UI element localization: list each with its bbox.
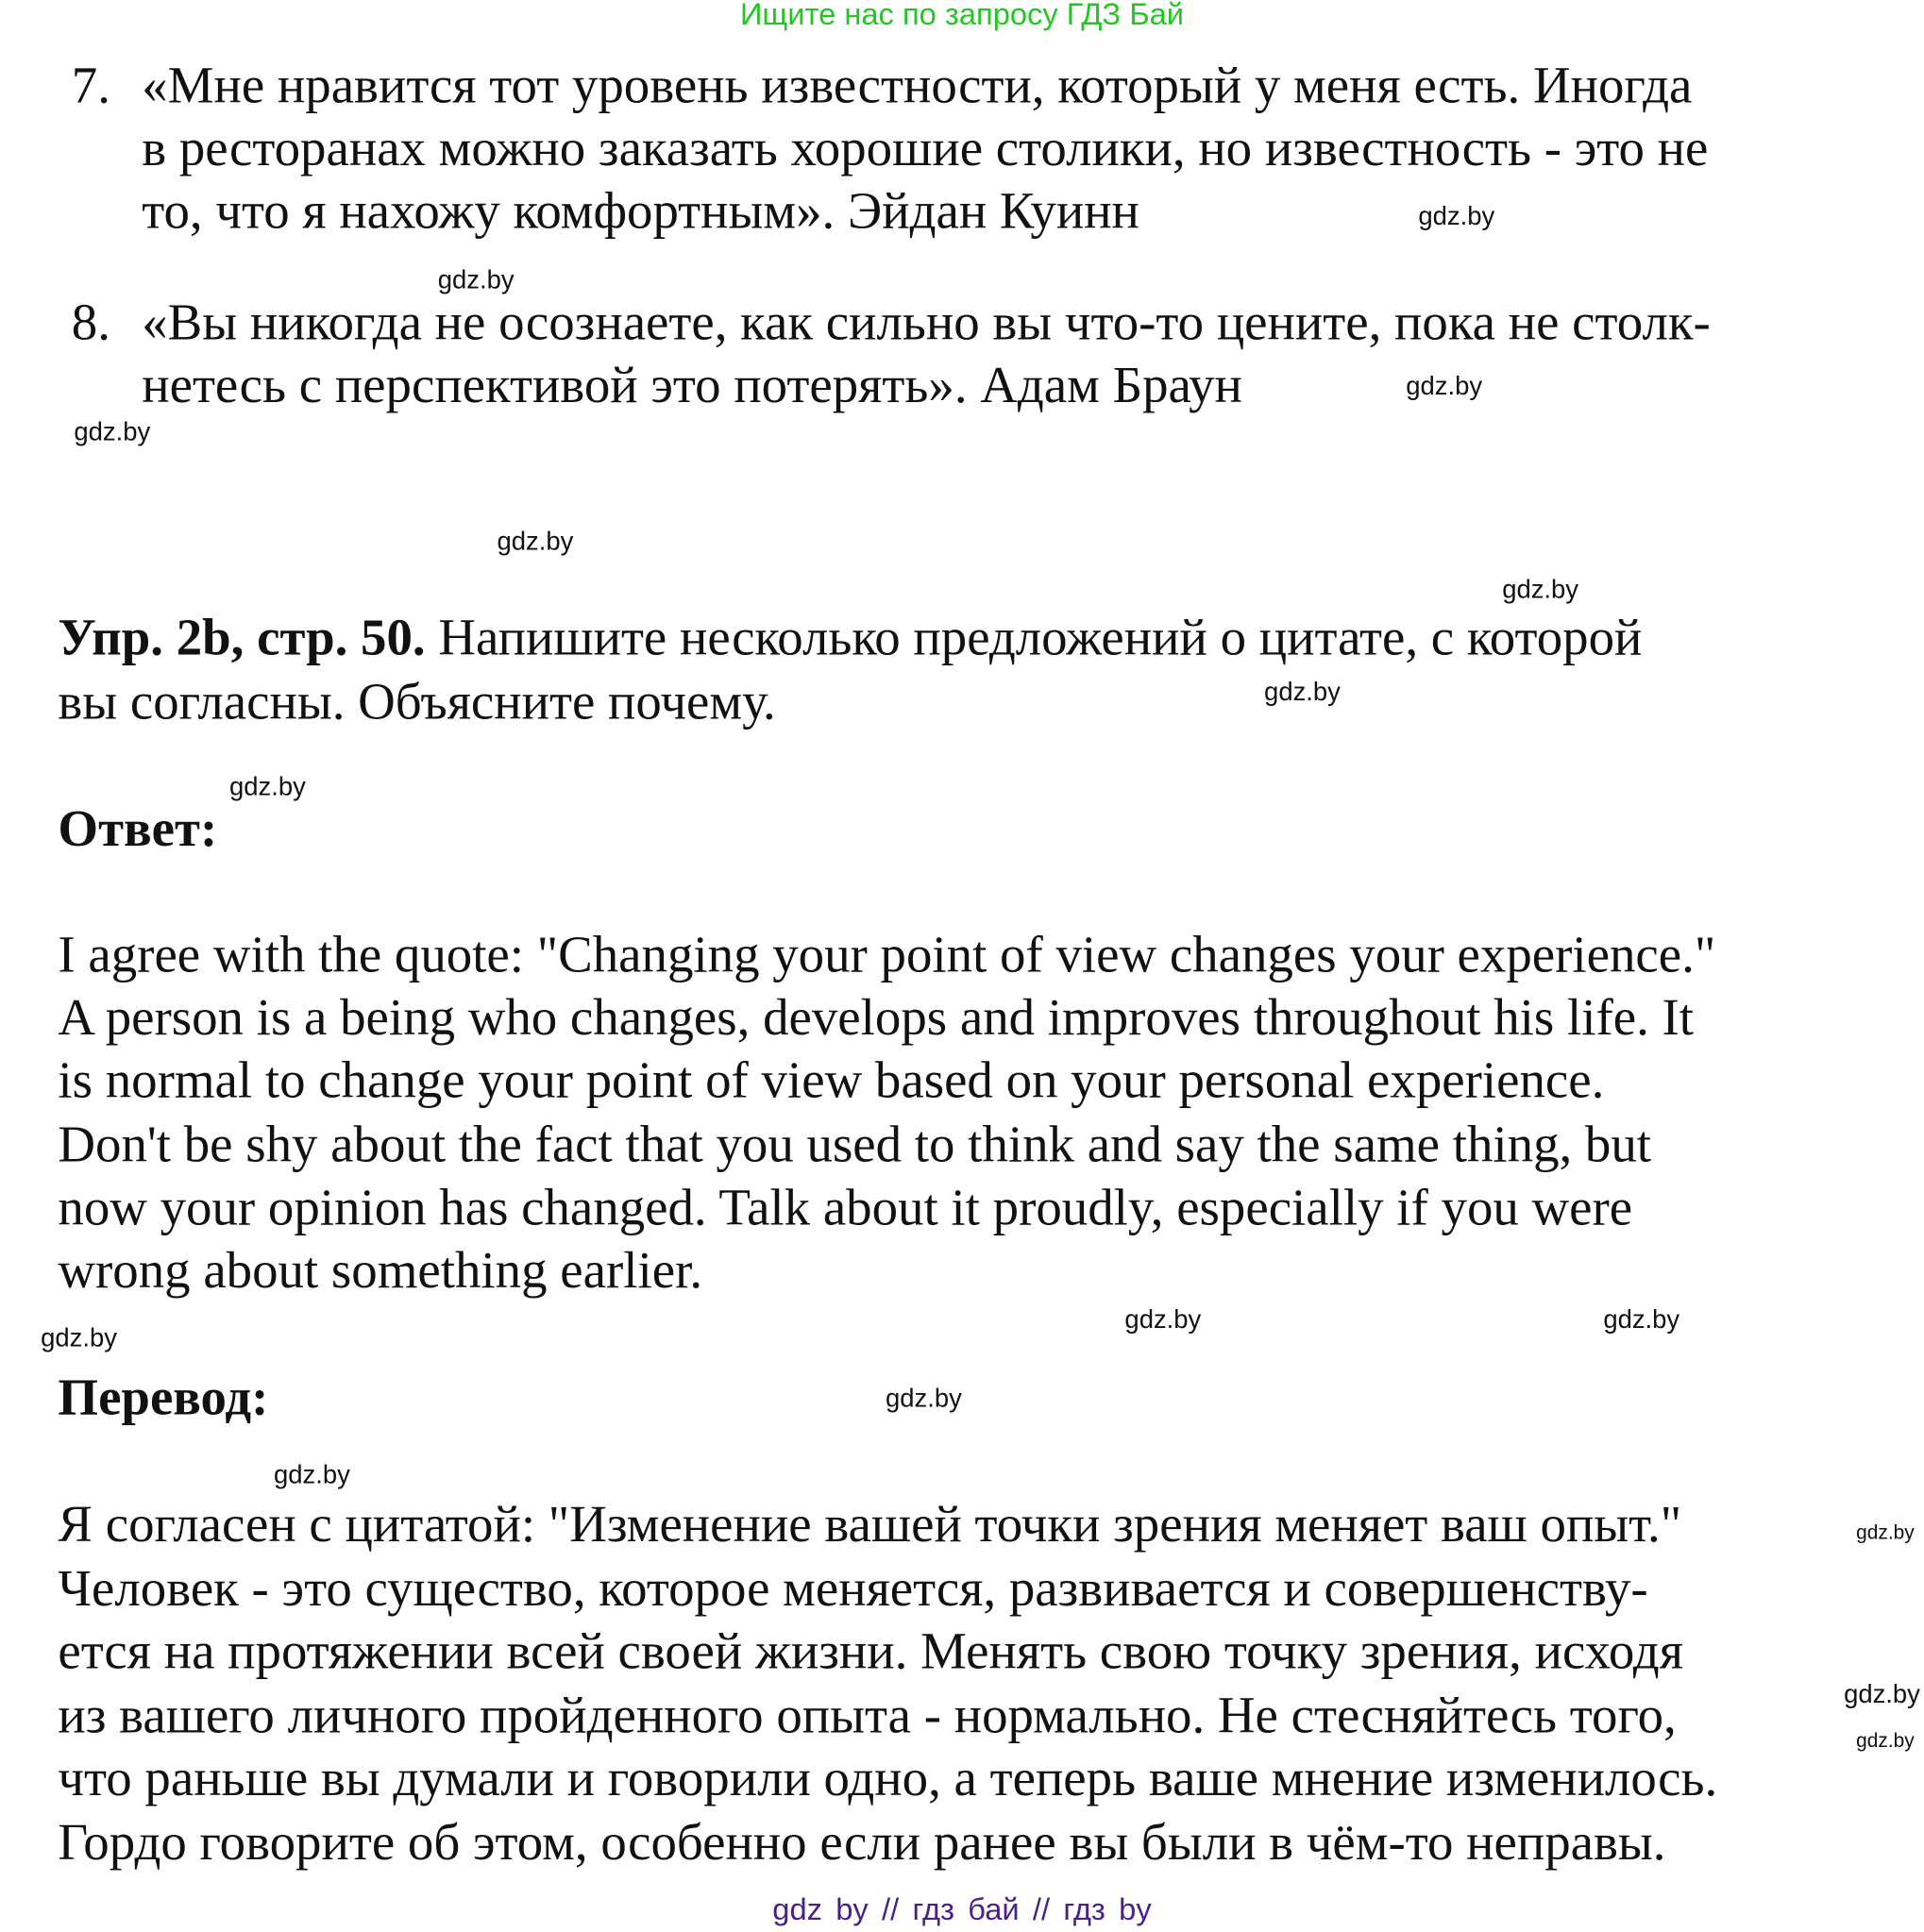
- quote-line: «Мне нравится тот уровень известности, который у меня есть. Иногда: [142, 58, 1693, 115]
- translation-line: Гордо говорите об этом, особенно если ранее вы были в чём-то неправы.: [58, 1815, 1666, 1873]
- watermark: gdz.by: [1406, 372, 1483, 401]
- watermark: gdz.by: [1264, 678, 1341, 707]
- task-line: вы согласны. Объясните почему.: [58, 674, 776, 731]
- watermark: gdz.by: [228, 773, 306, 802]
- quote-line: то, что я нахожу комфортным». Эйдан Куинн: [142, 183, 1139, 241]
- search-hint-header: Ищите нас по запросу ГДЗ Бай: [739, 0, 1185, 32]
- quote-line: в ресторанах можно заказать хорошие столики, но известность - это не: [142, 121, 1709, 178]
- watermark: gdz.by: [1603, 1305, 1680, 1335]
- quote-line: «Вы никогда не осознаете, как сильно вы что-то цените, пока не столк-: [142, 294, 1711, 352]
- watermark: gdz.by: [1502, 576, 1579, 605]
- watermark: gdz.by: [437, 266, 515, 295]
- translation-line: из вашего личного пройденного опыта - нормально. Не стесняйтесь того,: [58, 1688, 1677, 1745]
- answer-line: A person is a being who changes, develops and improves throughout his life. It: [58, 990, 1695, 1048]
- watermark: gdz.by: [1418, 202, 1495, 231]
- answer-heading: Ответ:: [58, 801, 218, 859]
- task-text: Напишите несколько предложений о цитате, с которой: [425, 610, 1643, 667]
- answer-line: wrong about something earlier.: [58, 1242, 703, 1300]
- watermark: gdz.by: [41, 1324, 117, 1353]
- quote-line: нетесь с перспективой это потерять». Адам Браун: [142, 357, 1242, 414]
- answer-line: Don't be shy about the fact that you used to think and say the same thing, but: [58, 1117, 1652, 1174]
- watermark: gdz.by: [1844, 1680, 1920, 1709]
- task-line: [58, 610, 1643, 667]
- translation-line: ется на протяжении всей своей жизни. Менять свою точку зрения, исходя: [58, 1623, 1683, 1681]
- watermark: gdz.by: [274, 1461, 350, 1490]
- translation-line: Я согласен с цитатой: "Изменение вашей точки зрения меняет ваш опыт.": [58, 1496, 1682, 1554]
- task-reference: Упр. 2b, стр. 50.: [58, 610, 426, 667]
- item-number: 7.: [71, 58, 110, 115]
- translation-line: Человек - это существо, которое меняется, развивается и совершенству-: [58, 1560, 1648, 1618]
- translation-heading: Перевод:: [58, 1369, 269, 1427]
- watermark: gdz.by: [1124, 1305, 1202, 1335]
- footer-watermark: gdz by // гдз бай // гдз by: [772, 1892, 1152, 1927]
- answer-line: now your opinion has changed. Talk about it proudly, especially if you were: [58, 1180, 1633, 1237]
- answer-line: I agree with the quote: "Changing your point of view changes your experience.": [58, 927, 1716, 984]
- watermark: gdz.by: [497, 528, 574, 557]
- watermark: gdz.by: [885, 1385, 962, 1414]
- watermark: gdz.by: [1856, 1731, 1915, 1753]
- item-number: 8.: [71, 294, 110, 352]
- answer-line: is normal to change your point of view based on your personal experience.: [58, 1052, 1605, 1110]
- translation-line: что раньше вы думали и говорили одно, а теперь ваше мнение изменилось.: [58, 1751, 1718, 1808]
- watermark: gdz.by: [74, 417, 151, 446]
- watermark: gdz.by: [1856, 1522, 1915, 1544]
